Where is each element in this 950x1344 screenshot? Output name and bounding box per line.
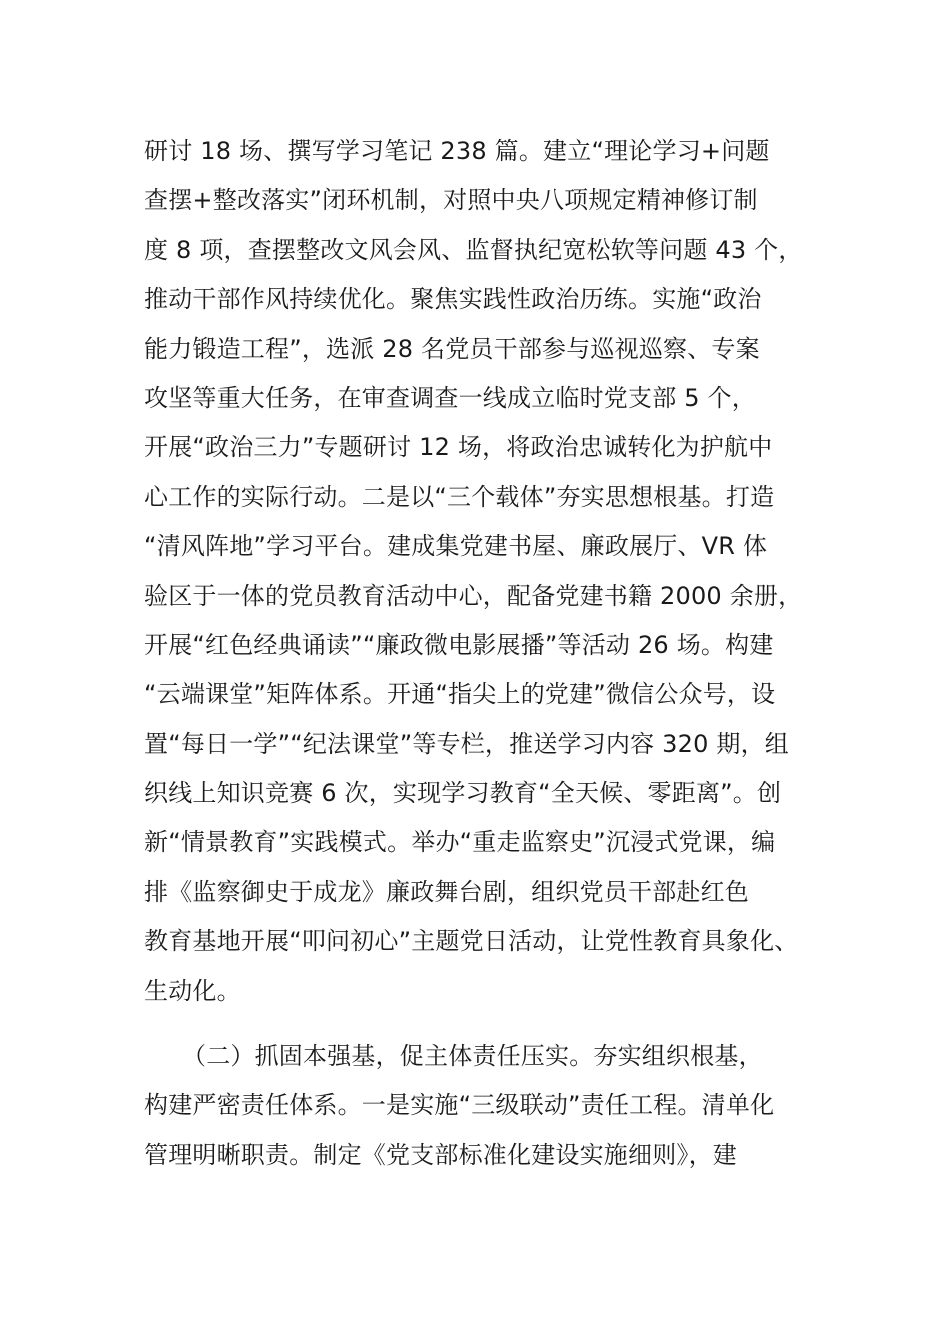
body-paragraph	[144, 127, 844, 1016]
paragraph-line: 新“情景教育”实践模式。举办“重走监察史”沉浸式党课，编	[144, 828, 776, 857]
paragraph-line: 开展“红色经典诵读”“廉政微电影展播”等活动 26 场。构建	[144, 630, 774, 659]
paragraph-line: “清风阵地”学习平台。建成集党建书屋、廉政展厅、VR 体	[144, 532, 768, 561]
paragraph-line: 置“每日一学”“纪法课堂”等专栏，推送学习内容 320 期，组	[144, 729, 789, 758]
paragraph-line: “云端课堂”矩阵体系。开通“指尖上的党建”微信公众号，设	[144, 680, 776, 709]
paragraph-line: 心工作的实际行动。二是以“三个载体”夯实思想根基。打造	[144, 482, 775, 511]
paragraph-line: 验区于一体的党员教育活动中心，配备党建书籍 2000 余册，	[144, 581, 803, 610]
paragraph-line: 生动化。	[144, 976, 241, 1005]
paragraph-line: 攻坚等重大任务，在审查调查一线成立临时党支部 5 个，	[144, 383, 756, 412]
paragraph-line: 开展“政治三力”专题研讨 12 场，将政治忠诚转化为护航中	[144, 433, 773, 462]
paragraph-line: 织线上知识竞赛 6 次，实现学习教育“全天候、零距离”。创	[144, 779, 782, 808]
paragraph-line: 查摆+整改落实”闭环机制，对照中央八项规定精神修订制	[144, 186, 758, 215]
paragraph-line: 构建严密责任体系。一是实施“三级联动”责任工程。清单化	[144, 1091, 775, 1120]
paragraph-line: 能力锻造工程”，选派 28 名党员干部参与巡视巡察、专案	[144, 334, 760, 363]
paragraph-line: 推动干部作风持续优化。聚焦实践性政治历练。实施“政治	[144, 285, 762, 314]
section-paragraph	[144, 1032, 844, 1180]
section-heading-line: （二）抓固本强基，促主体责任压实。夯实组织根基，	[182, 1042, 763, 1070]
paragraph-line: 研讨 18 场、撰写学习笔记 238 篇。建立“理论学习+问题	[144, 137, 770, 165]
paragraph-line: 管理明晰职责。制定《党支部标准化建设实施细则》，建	[144, 1140, 737, 1169]
paragraph-line: 排《监察御史于成龙》廉政舞台剧，组织党员干部赴红色	[144, 877, 749, 906]
paragraph-line: 度 8 项，查摆整改文风会风、监督执纪宽松软等问题 43 个，	[144, 235, 803, 264]
paragraph-line: 教育基地开展“叩问初心”主题党日活动，让党性教育具象化、	[144, 927, 799, 956]
